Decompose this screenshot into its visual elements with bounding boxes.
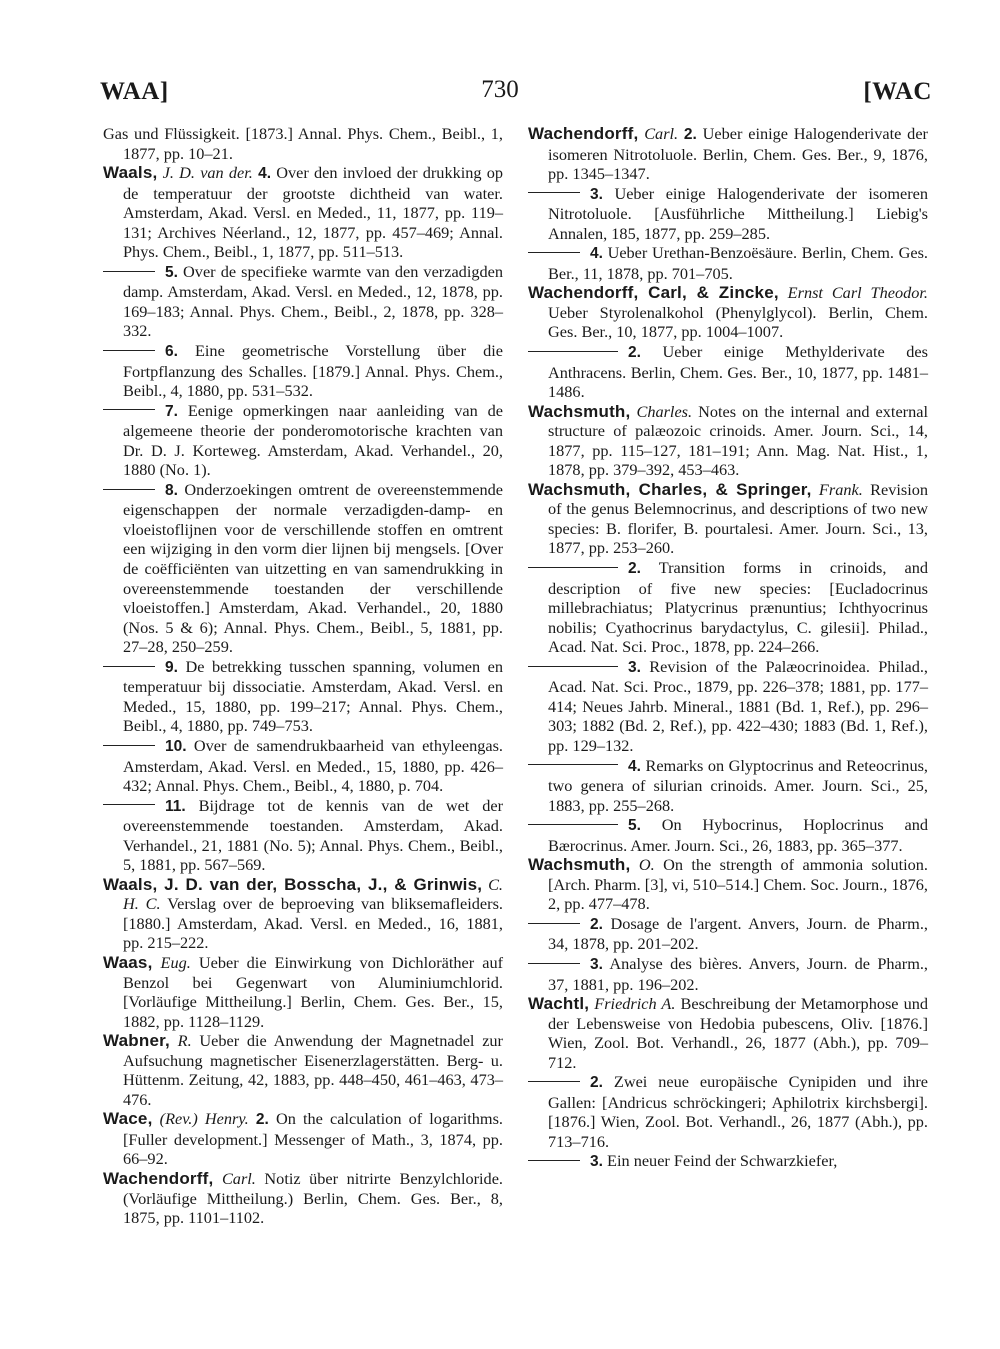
citation-text: Analyse des bières. Anvers, Journ. de Pharm., 37, 1881, pp. 196–202.: [548, 953, 929, 994]
ditto-dash: [528, 963, 580, 964]
bib-subentry: [528, 243, 928, 283]
entry-number: 7.: [165, 402, 178, 420]
citation-text: Revision of the genus Belemnocrinus, and descriptions of two new species: B. florifer, B. pourtalesi. Amer. Journ. Sci., 13, 1877, pp. 253–260.: [548, 479, 929, 558]
citation-text: Verslag over de beproeving van bliksemafleiders. [1880.] Amsterdam, Akad. Versl. en Meded., 16, 1881, pp. 215–222.: [123, 894, 503, 953]
author-given-name: R.: [177, 1031, 192, 1051]
author-given-name: J. D. van der.: [162, 163, 253, 183]
citation-text: Eine geometrische Vorstellung über die Fortpflanzung des Schalles. [1879.] Annal. Phys. Chem., Beibl., 4, 1880, pp. 531–532.: [123, 341, 503, 401]
bib-entry: [528, 480, 928, 558]
citation-text: Notes on the internal and external structure of palæozoic crinoids. Amer. Journ. Sci., 14, 1877, pp. 115–127, 181–191; Ann. Mag. Nat. Hist., 1, 1878, pp. 379–392, 453–463.: [548, 401, 928, 480]
page-header: [0, 74, 1000, 114]
author-name: Waals,: [103, 163, 158, 183]
header-right-range: [WAC: [863, 78, 932, 105]
citation-text: Ueber Urethan-Benzoësäure. Berlin, Chem. Ges. Ber., 11, 1878, pp. 701–705.: [548, 243, 928, 283]
citation-text: Ueber die Einwirkung von Dichloräther auf Benzol bei Gegenwart von Aluminiumchlorid. [Vorläufige Mittheilung.] Berlin, Chem. Ges. Ber., 15, 1882, pp. 1128–1129.: [123, 952, 504, 1031]
citation-text: Ein neuer Feind der Schwarzkiefer,: [607, 1151, 838, 1171]
citation-text: Dosage de l'argent. Anvers, Journ. de Pharm., 34, 1878, pp. 201–202.: [548, 913, 928, 954]
bib-entry: [103, 1031, 503, 1109]
bib-entry: [528, 402, 928, 480]
bib-subentry: [103, 341, 503, 401]
entry-number: 2.: [683, 126, 697, 143]
bib-subentry: [103, 796, 503, 875]
citation-text: Ueber Styrolenalkohol (Phenylglycol). Berlin, Chem. Ges. Ber., 10, 1877, pp. 1004–1007.: [548, 302, 928, 342]
citation-text: On the strength of ammonia solution. [Arch. Pharm. [3], vi, 510–514.] Chem. Soc. Journ., 1876, 2, pp. 477–478.: [548, 855, 928, 914]
bib-subentry: [528, 184, 928, 244]
author-given-name: Charles.: [636, 401, 693, 421]
bib-entry: [528, 283, 928, 342]
author-name: Wachendorff,: [528, 124, 639, 143]
citation-text: Onderzoekingen omtrent de overeenstemmende eigenschappen der normale verzadigden-damp- en vloeistoflijnen voor de verschillende stoffen en omtrent een wijziging in den vorm dier lijnen bij mengsels. [Over de coëfficiënten van uitzetting en van samendrukking in overeenstemmende toestanden der verschillende vloeistoffen.] Amsterdam, Akad. Verhandel., 20, 1880 (Nos. 5 & 6); Annal. Phys. Chem., Beibl., 5, 1881, pp. 27–28, 250–259.: [123, 479, 503, 657]
header-left-range: WAA]: [100, 78, 169, 105]
citation-text: On the calculation of logarithms. [Fuller development.] Messenger of Math., 3, 1874, pp. 66–92.: [123, 1109, 503, 1169]
citation-text: Ueber einige Methylderivate des Anthracens. Berlin, Chem. Ges. Ber., 10, 1877, pp. 1481–1486.: [548, 342, 928, 402]
author-given-name: O.: [638, 855, 655, 875]
entry-number: 4.: [258, 165, 272, 183]
ditto-dash: [528, 1081, 580, 1082]
bib-subentry: [528, 558, 928, 657]
author-name: Wachendorff, Carl, & Zincke,: [528, 283, 779, 303]
bib-entry: [528, 994, 928, 1072]
author-name: Wachsmuth,: [528, 401, 631, 421]
entry-number: 2.: [590, 1074, 603, 1092]
ditto-dash: [528, 192, 580, 193]
entry-number: 2.: [255, 1111, 269, 1129]
author-given-name: Frank.: [818, 479, 863, 499]
author-name: Wace,: [103, 1109, 153, 1129]
entry-number: 3.: [590, 185, 603, 203]
ditto-dash: [528, 252, 580, 253]
citation-text: Notiz über nitrirte Benzylchloride. (Vorläufige Mittheilung.) Berlin, Chem. Ges. Ber., 8, 1875, pp. 1101–1102.: [123, 1168, 503, 1228]
bib-subentry: [528, 756, 928, 816]
bib-entry: [528, 124, 928, 184]
bib-subentry: [103, 480, 503, 657]
citation-text: Ueber einige Halogenderivate der isomeren Nitrotoluole. Berlin, Chem. Ges. Ber., 9, 1876, pp. 1345–1347.: [548, 124, 928, 184]
ditto-dash: [528, 824, 618, 825]
author-given-name: Carl.: [221, 1168, 256, 1188]
ditto-dash: [103, 489, 155, 490]
author-given-name: C. H. C.: [123, 874, 503, 914]
entry-number: 4.: [590, 245, 603, 263]
entry-number: 6.: [165, 343, 178, 361]
author-given-name: Friedrich A.: [594, 994, 676, 1014]
bib-subentry: [528, 954, 928, 994]
citation-text: Gas und Flüssigkeit. [1873.] Annal. Phys. Chem., Beibl., 1, 1877, pp. 10–21.: [103, 124, 503, 163]
entry-number: 4.: [628, 757, 641, 775]
page-number: 730: [481, 76, 519, 103]
ditto-dash: [528, 666, 618, 667]
ditto-dash: [103, 409, 155, 410]
citation-text: Over den invloed der drukking op de temperatuur der grootste dichtheid van water. Amsterdam, Akad. Versl. en Meded., 11, 1877, pp. 119–131; Archives Néerland., 12, 1877, pp. 457–469; Annal. Phys. Chem., Beibl., 1, 1877, pp. 511–513.: [123, 163, 504, 262]
author-name: Waas,: [103, 952, 153, 972]
citation-text: Transition forms in crinoids, and description of five new species: [Eucladocrinus millebrachiatus; Platycrinus prænuntius; Ichthyocrinus nobilis; Cyathocrinus barydactylus, C. gilesii]. Philad., Acad. Nat. Sci. Proc., 1878, pp. 224–266.: [548, 558, 929, 657]
left-column: [103, 124, 503, 1228]
citation-text: Bijdrage tot de kennis van de wet der overeenstemmende toestanden. Amsterdam, Akad. Verhandel., 21, 1881 (No. 5); Annal. Phys. Chem., Beibl., 5, 1881, pp. 567–569.: [123, 795, 503, 875]
entry-number: 8.: [165, 481, 178, 499]
entry-number: 2.: [628, 344, 641, 362]
bib-entry: [103, 875, 503, 953]
citation-text: Over de samendrukbaarheid van ethyleengas. Amsterdam, Akad. Versl. en Meded., 15, 1880, pp. 426–432; Annal. Phys. Chem., Beibl., 4, 1880, p. 704.: [123, 735, 503, 796]
citation-text: Ueber die Anwendung der Magnetnadel zur Aufsuchung magnetischer Eisenerzlagerstätten. Berg- u. Hüttenm. Zeitung, 42, 1883, pp. 448–450, 461–463, 473–476.: [123, 1031, 503, 1109]
citation-text: Remarks on Glyptocrinus and Reteocrinus, two genera of silurian crinoids. Amer. Journ. Sci., 25, 1883, pp. 255–268.: [548, 755, 928, 815]
bib-subentry: [103, 262, 503, 341]
author-name: Wabner,: [103, 1031, 170, 1051]
author-name: Wachtl,: [528, 994, 590, 1014]
citation-text: Beschreibung der Metamorphose und der Lebensweise von Hedobia pubescens, Oliv. [1876.] Wien, Zool. Bot. Verhandl., 26, 1877 (Abh.), pp. 709–712.: [548, 994, 928, 1072]
entry-number: 3.: [590, 955, 603, 973]
citation-text: Ueber einige Halogenderivate der isomeren Nitrotoluole. [Ausführliche Mittheilung.] Liebig's Annalen, 185, 1877, pp. 259–285.: [548, 183, 929, 243]
author-given-name: Carl.: [644, 124, 679, 143]
bib-entry: [103, 1109, 503, 1169]
bib-subentry: [528, 1151, 928, 1172]
citation-text: On Hybocrinus, Hoplocrinus and Bærocrinus. Amer. Journ. Sci., 26, 1883, pp. 365–377.: [548, 815, 928, 855]
citation-text: Over de specifieke warmte van den verzadigden damp. Amsterdam, Akad. Versl. en Meded., 12, 1878, pp. 169–183; Annal. Phys. Chem., Beibl., 2, 1878, pp. 328–332.: [123, 261, 503, 341]
citation-text: Zwei neue europäische Cynipiden und ihre Gallen: [Andricus schröckingeri; Aphilotrix kirchsbergi]. [1876.] Wien, Zool. Bot. Verhandl., 26, 1877 (Abh.), pp. 713–716.: [548, 1072, 929, 1151]
right-column: [528, 124, 928, 1172]
bib-subentry: [528, 815, 928, 855]
ditto-dash: [528, 764, 618, 765]
author-given-name: Ernst Carl Theodor.: [787, 283, 928, 303]
entry-number: 2.: [628, 560, 641, 578]
author-given-name: Eug.: [160, 952, 191, 972]
ditto-dash: [103, 350, 155, 351]
ditto-dash: [103, 745, 155, 746]
ditto-dash: [103, 666, 155, 667]
bib-subentry: [528, 342, 928, 402]
entry-number: 11.: [165, 797, 186, 815]
bib-entry: [528, 855, 928, 914]
author-name: Wachsmuth,: [528, 855, 631, 875]
author-given-name: (Rev.) Henry.: [159, 1109, 249, 1129]
entry-number: 3.: [628, 658, 641, 676]
entry-number: 3.: [590, 1153, 603, 1171]
bib-subentry: [528, 657, 928, 756]
citation-text: De betrekking tusschen spanning, volumen en temperatuur bij dissociatie. Amsterdam, Akad. Versl. en Meded., 15, 1880, pp. 199–217; Annal. Phys. Chem., Beibl., 4, 1880, pp. 749–753.: [123, 656, 503, 736]
bib-subentry: [103, 736, 503, 796]
author-name: Waals, J. D. van der, Bosscha, J., & Grinwis,: [103, 874, 483, 894]
bib-subentry: [103, 401, 503, 480]
bib-subentry: [103, 657, 503, 736]
ditto-dash: [528, 567, 618, 568]
entry-number: 10.: [165, 737, 187, 755]
author-name: Wachendorff,: [103, 1168, 214, 1188]
ditto-dash: [528, 1160, 580, 1161]
citation-text: Revision of the Palæocrinoidea. Philad., Acad. Nat. Sci. Proc., 1879, pp. 226–378; 1881, pp. 177–414; Neues Jahrb. Mineral., 1881 (Bd. 1, Ref.), pp. 296–303; 1882 (Bd. 2, Ref.), pp. 422–430; 1883 (Bd. 1, Ref.), pp. 129–132.: [548, 656, 928, 755]
entry-number: 2.: [590, 915, 603, 933]
entry-number: 5.: [628, 817, 641, 835]
ditto-dash: [528, 923, 580, 924]
entry-number: 5.: [165, 263, 178, 281]
bib-subentry: [528, 1072, 928, 1151]
author-name: Wachsmuth, Charles, & Springer,: [528, 479, 812, 499]
ditto-dash: [103, 804, 155, 805]
citation-text: Eenige opmerkingen naar aanleiding van de algemeene theorie der ponderomotorische krachten van Dr. D. J. Korteweg. Amsterdam, Akad. Verhandel., 20, 1880 (No. 1).: [123, 400, 503, 480]
ditto-dash: [528, 351, 618, 352]
bib-subentry: [528, 914, 928, 954]
bib-entry: [103, 953, 503, 1031]
ditto-dash: [103, 271, 155, 272]
bib-entry: [103, 124, 503, 163]
bib-entry: [103, 1169, 503, 1228]
entry-number: 9.: [165, 658, 178, 676]
bib-entry: [103, 163, 503, 262]
